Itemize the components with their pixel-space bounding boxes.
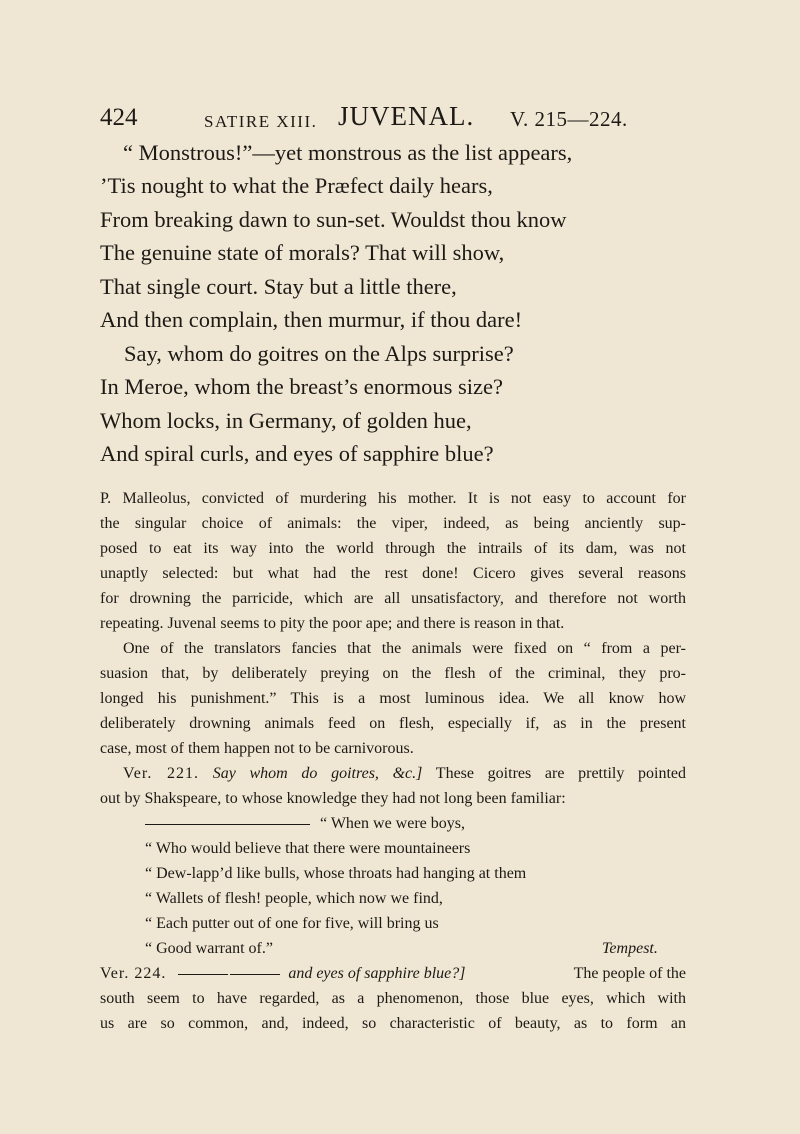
note-line: repeating. Juvenal seems to pity the poor ape; and there is reason in that. bbox=[100, 615, 565, 632]
poem-line: “ Monstrous!”—yet monstrous as the list appears, bbox=[123, 140, 573, 165]
quote-line: “ Wallets of flesh! people, which now we find, bbox=[145, 890, 443, 907]
poem-line: Whom locks, in Germany, of golden hue, bbox=[100, 408, 472, 433]
verse-ref: Ver. 221. bbox=[123, 765, 200, 782]
page-number: 424 bbox=[100, 104, 138, 131]
note-line: unaptly selected: but what had the rest done! Cicero gives several reasons bbox=[100, 565, 686, 582]
note-line: One of the translators fancies that the animals were fixed on “ from a per- bbox=[123, 640, 686, 657]
poem-line: And spiral curls, and eyes of sapphire blue? bbox=[100, 441, 494, 466]
quote-line: “ Good warrant of.” bbox=[145, 940, 273, 957]
quote-line: “ When we were boys, bbox=[145, 815, 465, 833]
note-line: deliberately drowning animals feed on flesh, especially if, as in the present bbox=[100, 715, 686, 732]
author-label: JUVENAL. bbox=[338, 101, 475, 131]
poem-line: ’Tis nought to what the Præfect daily hears, bbox=[100, 173, 493, 198]
note-line: us are so common, and, indeed, so characteristic of beauty, as to form an bbox=[100, 1015, 686, 1032]
lemma: Say whom do goitres, &c.] bbox=[212, 765, 423, 782]
note-text: These goitres are prettily pointed bbox=[435, 765, 687, 782]
ellipsis-dash bbox=[178, 974, 228, 975]
poem-line: In Meroe, whom the breast’s enormous size? bbox=[100, 374, 504, 399]
quote-line: “ Who would believe that there were mountaineers bbox=[145, 840, 471, 857]
poem-line: From breaking dawn to sun-set. Wouldst thou know bbox=[100, 207, 567, 232]
running-header bbox=[100, 92, 720, 132]
poem-line: And then complain, then murmur, if thou dare! bbox=[100, 307, 523, 332]
note-line: for drowning the parricide, which are all unsatisfactory, and therefore not worth bbox=[100, 590, 686, 607]
note-line: south seem to have regarded, as a phenomenon, those blue eyes, which with bbox=[100, 990, 686, 1007]
note-line: suasion that, by deliberately preying on the flesh of the criminal, they pro- bbox=[100, 665, 686, 682]
verse-ref: Ver. 224. bbox=[100, 965, 167, 982]
ellipsis-dash bbox=[230, 974, 280, 975]
note-line: posed to eat its way into the world through the intrails of its dam, was not bbox=[100, 540, 686, 557]
poem-line: That single court. Stay but a little there, bbox=[100, 274, 457, 299]
note-line: case, most of them happen not to be carnivorous. bbox=[100, 740, 414, 757]
verse-range: V. 215—224. bbox=[510, 107, 628, 131]
note-line: longed his punishment.” This is a most luminous idea. We all know how bbox=[100, 690, 686, 707]
note-line: P. Malleolus, convicted of murdering his mother. It is not easy to account for bbox=[100, 490, 686, 507]
note-line: the singular choice of animals: the viper, indeed, as being anciently sup- bbox=[100, 515, 686, 532]
note-line: out by Shakspeare, to whose knowledge they had not long been familiar: bbox=[100, 790, 566, 807]
verse-note-221 bbox=[123, 765, 686, 783]
verse-note-224 bbox=[100, 965, 686, 983]
quote-source: Tempest. bbox=[602, 940, 658, 957]
ellipsis-dash bbox=[145, 824, 310, 825]
lemma: and eyes of sapphire blue?] bbox=[288, 965, 466, 982]
poem-line: The genuine state of morals? That will show, bbox=[100, 240, 505, 265]
satire-label: SATIRE XIII. bbox=[204, 112, 318, 131]
quote-line: “ Each putter out of one for five, will bring us bbox=[145, 915, 439, 932]
quote-line: “ Dew-lapp’d like bulls, whose throats had hanging at them bbox=[145, 865, 527, 882]
note-text: The people of the bbox=[573, 965, 686, 982]
poem-line: Say, whom do goitres on the Alps surprise? bbox=[124, 341, 514, 366]
